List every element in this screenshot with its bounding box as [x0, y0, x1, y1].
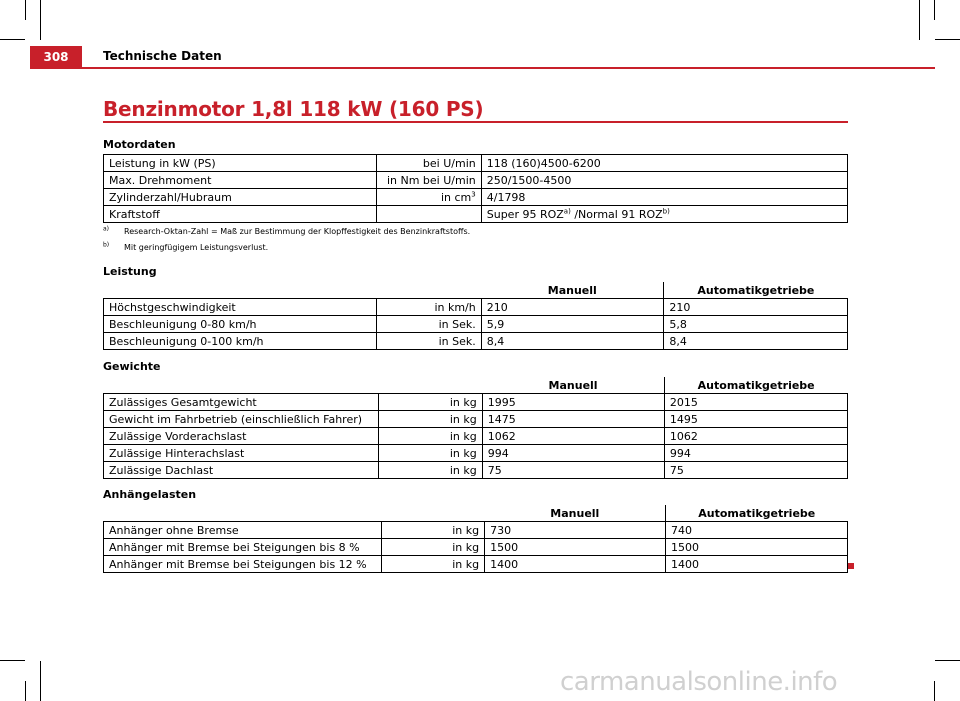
table-row	[104, 522, 848, 539]
unit-superscript: 3	[471, 189, 476, 198]
row-label: Beschleunigung 0-80 km/h	[104, 316, 377, 333]
anhaengelasten-title: Anhängelasten	[103, 488, 197, 501]
table-row	[104, 206, 848, 223]
column-header-manual: Manuell	[485, 505, 666, 522]
page-number: 308	[30, 46, 82, 68]
row-unit: in kg	[378, 411, 482, 428]
column-header-auto: Automatikgetriebe	[664, 282, 848, 299]
footnote-b	[103, 241, 269, 252]
column-header-manual: Manuell	[482, 377, 664, 394]
footnote-text: Research-Oktan-Zahl = Maß zur Bestimmung der Klopffestigkeit des Benzinkraftstoffs.	[124, 227, 471, 236]
row-manual: 75	[482, 462, 664, 479]
row-unit: bei U/min	[377, 155, 481, 172]
row-auto: 1495	[664, 411, 847, 428]
row-label: Anhänger mit Bremse bei Steigungen bis 8 %	[104, 539, 382, 556]
row-manual: 1400	[485, 556, 666, 573]
table-header-row	[104, 377, 848, 394]
footnote-text: Mit geringfügigem Leistungsverlust.	[124, 243, 269, 252]
crop-mark	[25, 0, 26, 20]
table-header-row	[104, 282, 848, 299]
crop-mark	[919, 0, 920, 40]
fuel-value-2: /Normal 91 ROZ	[570, 207, 663, 221]
crop-mark	[935, 660, 960, 661]
crop-mark	[934, 681, 935, 701]
section-end-marker	[848, 563, 854, 569]
row-manual: 730	[485, 522, 666, 539]
table-row	[104, 155, 848, 172]
row-unit: in kg	[378, 462, 482, 479]
footnote-mark: a)	[103, 225, 110, 233]
crop-mark	[0, 660, 25, 661]
watermark: carmanualsonline.info	[560, 667, 838, 697]
crop-mark	[0, 39, 25, 40]
table-row	[104, 428, 848, 445]
row-label: Kraftstoff	[104, 206, 377, 223]
row-value: 4/1798	[481, 189, 847, 206]
row-unit: in kg	[378, 428, 482, 445]
column-header-auto: Automatikgetriebe	[666, 505, 848, 522]
table-row	[104, 299, 848, 316]
row-label: Zulässige Dachlast	[104, 462, 379, 479]
row-manual: 1500	[485, 539, 666, 556]
row-auto: 5,8	[664, 316, 848, 333]
footnote-ref-a: a)	[563, 206, 571, 215]
row-label: Beschleunigung 0-100 km/h	[104, 333, 377, 350]
row-value: 118 (160)4500-6200	[481, 155, 847, 172]
row-unit: in kg	[378, 394, 482, 411]
running-header: Technische Daten	[103, 49, 222, 63]
header-rule	[30, 67, 935, 69]
row-label: Gewicht im Fahrbetrieb (einschließlich Fahrer)	[104, 411, 379, 428]
crop-mark	[25, 681, 26, 701]
gewichte-title: Gewichte	[103, 360, 161, 373]
row-unit: in kg	[381, 522, 484, 539]
row-auto: 1400	[666, 556, 848, 573]
header-blank	[378, 377, 482, 394]
table-row	[104, 411, 848, 428]
row-auto: 740	[666, 522, 848, 539]
anhaengelasten-table	[103, 505, 848, 573]
row-unit: in kg	[381, 556, 484, 573]
crop-mark	[40, 661, 41, 701]
row-auto: 1500	[666, 539, 848, 556]
row-label: Zulässige Vorderachslast	[104, 428, 379, 445]
row-label: Anhänger mit Bremse bei Steigungen bis 12 %	[104, 556, 382, 573]
footnote-a	[103, 225, 471, 236]
row-label: Zylinderzahl/Hubraum	[104, 189, 377, 206]
row-unit: in kg	[378, 445, 482, 462]
header-blank	[381, 505, 484, 522]
table-row	[104, 539, 848, 556]
table-row	[104, 445, 848, 462]
footnote-mark: b)	[103, 241, 110, 249]
row-unit: in kg	[381, 539, 484, 556]
row-manual: 5,9	[481, 316, 664, 333]
row-unit	[377, 206, 481, 223]
row-value-cell	[481, 206, 847, 223]
footnote-ref-b: b)	[662, 206, 670, 215]
crop-mark	[935, 39, 960, 40]
crop-mark	[934, 0, 935, 20]
header-blank	[104, 282, 377, 299]
row-unit: in km/h	[377, 299, 481, 316]
header-blank	[104, 505, 382, 522]
header-blank	[377, 282, 481, 299]
row-label: Max. Drehmoment	[104, 172, 377, 189]
row-value: 250/1500-4500	[481, 172, 847, 189]
row-manual: 8,4	[481, 333, 664, 350]
row-manual: 1062	[482, 428, 664, 445]
row-unit: in cm	[440, 190, 472, 204]
heading-rule	[103, 121, 848, 123]
row-label: Zulässiges Gesamtgewicht	[104, 394, 379, 411]
column-header-auto: Automatikgetriebe	[664, 377, 847, 394]
motordaten-table	[103, 154, 848, 223]
leistung-table	[103, 282, 848, 350]
row-unit-cell	[377, 189, 481, 206]
row-auto: 994	[664, 445, 847, 462]
table-row	[104, 172, 848, 189]
row-auto: 75	[664, 462, 847, 479]
row-manual: 1995	[482, 394, 664, 411]
row-auto: 8,4	[664, 333, 848, 350]
crop-mark	[40, 0, 41, 40]
table-row	[104, 556, 848, 573]
table-row	[104, 394, 848, 411]
row-auto: 210	[664, 299, 848, 316]
row-manual: 994	[482, 445, 664, 462]
leistung-title: Leistung	[103, 265, 157, 278]
row-unit: in Sek.	[377, 333, 481, 350]
gewichte-table	[103, 377, 848, 479]
row-auto: 2015	[664, 394, 847, 411]
row-label: Höchstgeschwindigkeit	[104, 299, 377, 316]
table-row	[104, 333, 848, 350]
column-header-manual: Manuell	[481, 282, 664, 299]
table-row	[104, 316, 848, 333]
motordaten-title: Motordaten	[103, 138, 176, 151]
row-manual: 1475	[482, 411, 664, 428]
row-label: Zulässige Hinterachslast	[104, 445, 379, 462]
fuel-value-1: Super 95 ROZ	[486, 207, 564, 221]
row-unit: in Sek.	[377, 316, 481, 333]
row-manual: 210	[481, 299, 664, 316]
table-row	[104, 189, 848, 206]
row-label: Leistung in kW (PS)	[104, 155, 377, 172]
row-unit: in Nm bei U/min	[377, 172, 481, 189]
table-header-row	[104, 505, 848, 522]
header-blank	[104, 377, 379, 394]
row-label: Anhänger ohne Bremse	[104, 522, 382, 539]
table-row	[104, 462, 848, 479]
section-heading: Benzinmotor 1,8l 118 kW (160 PS)	[103, 97, 484, 121]
row-auto: 1062	[664, 428, 847, 445]
